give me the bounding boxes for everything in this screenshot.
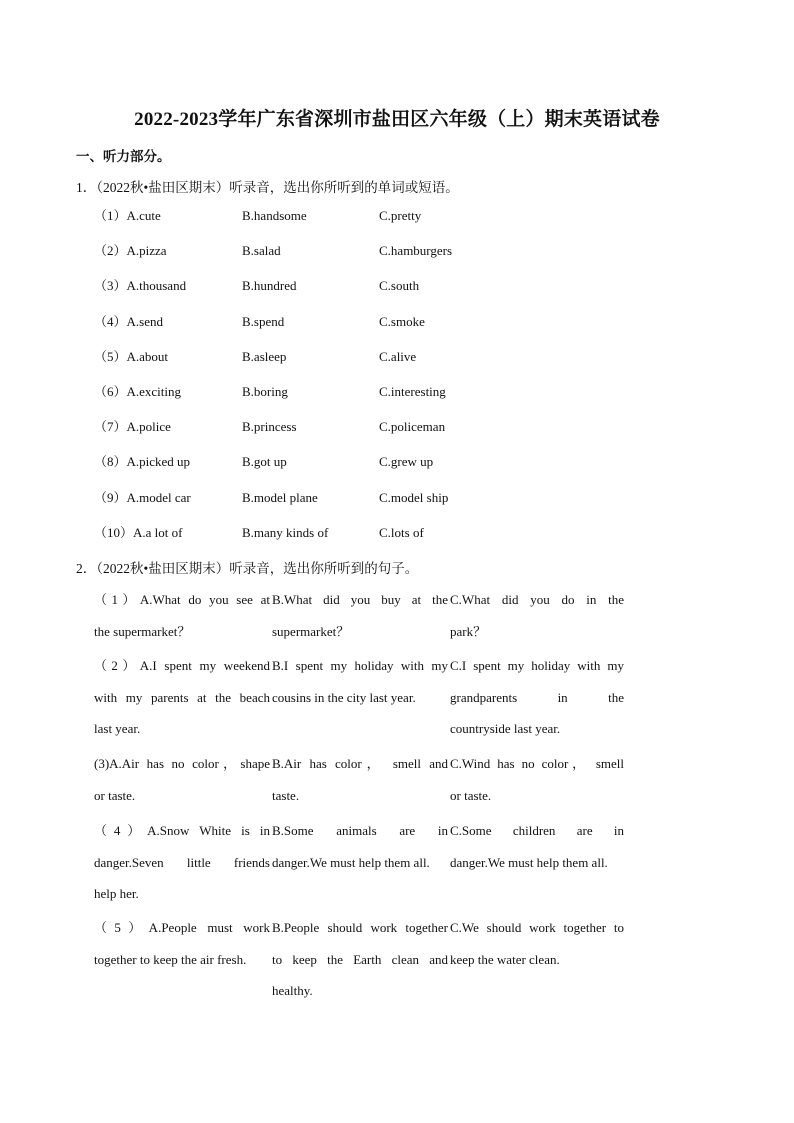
q2-option-line: (3)A.Air has no color，shape (94, 756, 270, 771)
q1-option-c: C.hamburgers (379, 243, 453, 259)
q1-option-b: B.princess (242, 419, 297, 435)
q1-option-a: （7）A.police (94, 419, 171, 435)
q2-option-line: or taste. (94, 787, 136, 803)
q2-option-line: C.We should work together to (450, 920, 624, 935)
q1-item-row (94, 206, 694, 226)
q1-option-a: （6）A.exciting (94, 384, 182, 399)
q2-option-a (94, 748, 270, 811)
q1-option-b: B.got up (242, 454, 287, 470)
q1-item-row (94, 382, 694, 402)
q2-option-b (272, 815, 448, 878)
q2-option-line: danger.Seven little friends (94, 854, 270, 870)
q2-option-line: the supermarket？ (94, 623, 191, 639)
q1-option-c: C.smoke (379, 313, 425, 329)
q2-option-line: cousins in the city last year. (272, 689, 416, 705)
q2-option-line: B.Air has color， smell and (272, 756, 448, 771)
q2-option-line: C.I spent my holiday with my (450, 658, 624, 673)
question-1-stem: 1．（2022秋•盐田区期末）听录音，选出你所听到的单词或短语。 (76, 180, 459, 195)
q1-option-a: （10）A.a lot of (94, 524, 183, 540)
q2-option-line: B.People should work together (272, 920, 448, 935)
q1-option-b: B.model plane (242, 489, 318, 505)
q2-option-b (272, 650, 448, 713)
q2-option-line: （1）A.What do you see at (94, 592, 270, 607)
q1-option-c: C.grew up (379, 454, 434, 470)
q2-option-line: or taste. (450, 787, 492, 803)
q1-item-row (94, 417, 694, 437)
q2-option-line: （2）A.I spent my weekend (94, 658, 270, 673)
q2-option-line: countryside last year. (450, 721, 561, 736)
q1-option-a: （2）A.pizza (94, 243, 167, 259)
q1-option-c: C.south (379, 278, 420, 294)
q2-option-line: B.I spent my holiday with my (272, 658, 448, 673)
q2-option-line: （4）A.Snow White is in (94, 823, 270, 838)
q2-option-c (450, 584, 624, 647)
q1-option-a: （1）A.cute (94, 208, 161, 223)
q2-option-line: supermarket？ (272, 623, 350, 639)
q1-option-c: C.interesting (379, 384, 446, 399)
q2-option-b (272, 912, 448, 1007)
q2-option-c (450, 748, 624, 811)
q1-option-c: C.model ship (379, 489, 449, 505)
q1-option-c: C.alive (379, 348, 417, 364)
q1-option-b: B.asleep (242, 348, 287, 364)
q2-option-c (450, 650, 624, 745)
q1-option-b: B.boring (242, 384, 288, 399)
q1-item-row (94, 488, 694, 508)
q2-option-line: to keep the Earth clean and (272, 951, 448, 967)
section-heading-listening: 一、听力部分。 (76, 149, 171, 164)
q2-option-line: with my parents at the beach (94, 689, 270, 705)
q1-option-b: B.spend (242, 313, 285, 329)
q1-option-b: B.hundred (242, 278, 297, 294)
q2-option-c (450, 912, 624, 975)
q1-option-b: B.many kinds of (242, 524, 329, 540)
q1-option-c: C.lots of (379, 524, 424, 540)
q1-option-c: C.policeman (379, 419, 446, 435)
q1-option-a: （4）A.send (94, 313, 163, 329)
q2-option-a (94, 912, 270, 975)
question-2-stem: 2．（2022秋•盐田区期末）听录音，选出你所听到的句子。 (76, 561, 419, 576)
q1-item-row (94, 523, 694, 543)
q2-option-line: B.What did you buy at the (272, 592, 448, 607)
q2-option-line: grandparents in the (450, 689, 624, 705)
q1-item-row (94, 312, 694, 332)
q2-option-line: together to keep the air fresh. (94, 951, 247, 967)
q2-option-a (94, 650, 270, 745)
q2-option-line: danger.We must help them all. (272, 854, 430, 870)
q2-option-a (94, 815, 270, 910)
q1-option-a: （9）A.model car (94, 489, 191, 505)
q2-option-line: danger.We must help them all. (450, 854, 608, 870)
q2-option-b (272, 584, 448, 647)
q2-option-line: last year. (94, 721, 141, 736)
q1-option-b: B.salad (242, 243, 281, 259)
q2-option-line: healthy. (272, 983, 313, 998)
q1-option-b: B.handsome (242, 208, 307, 223)
q2-option-line: B.Some animals are in (272, 823, 448, 838)
q2-option-line: C.Some children are in (450, 823, 624, 838)
page-title: 2022-2023学年广东省深圳市盐田区六年级（上）期末英语试卷 (134, 109, 660, 130)
q2-option-line: help her. (94, 886, 139, 901)
q2-option-b (272, 748, 448, 811)
q2-option-line: （5）A.People must work (94, 920, 270, 935)
q1-item-row (94, 241, 694, 261)
q1-item-row (94, 276, 694, 296)
q2-option-a (94, 584, 270, 647)
q1-option-a: （8）A.picked up (94, 454, 191, 470)
q2-option-line: park？ (450, 623, 487, 639)
q2-option-line: C.Wind has no color， smell (450, 756, 624, 771)
q1-item-row (94, 347, 694, 367)
q2-option-c (450, 815, 624, 878)
q1-option-c: C.pretty (379, 208, 422, 223)
q2-option-line: keep the water clean. (450, 951, 560, 967)
q2-option-line: C.What did you do in the (450, 592, 624, 607)
q1-option-a: （5）A.about (94, 348, 169, 364)
q1-option-a: （3）A.thousand (94, 278, 187, 294)
q1-item-row (94, 452, 694, 472)
q2-option-line: taste. (272, 787, 300, 803)
